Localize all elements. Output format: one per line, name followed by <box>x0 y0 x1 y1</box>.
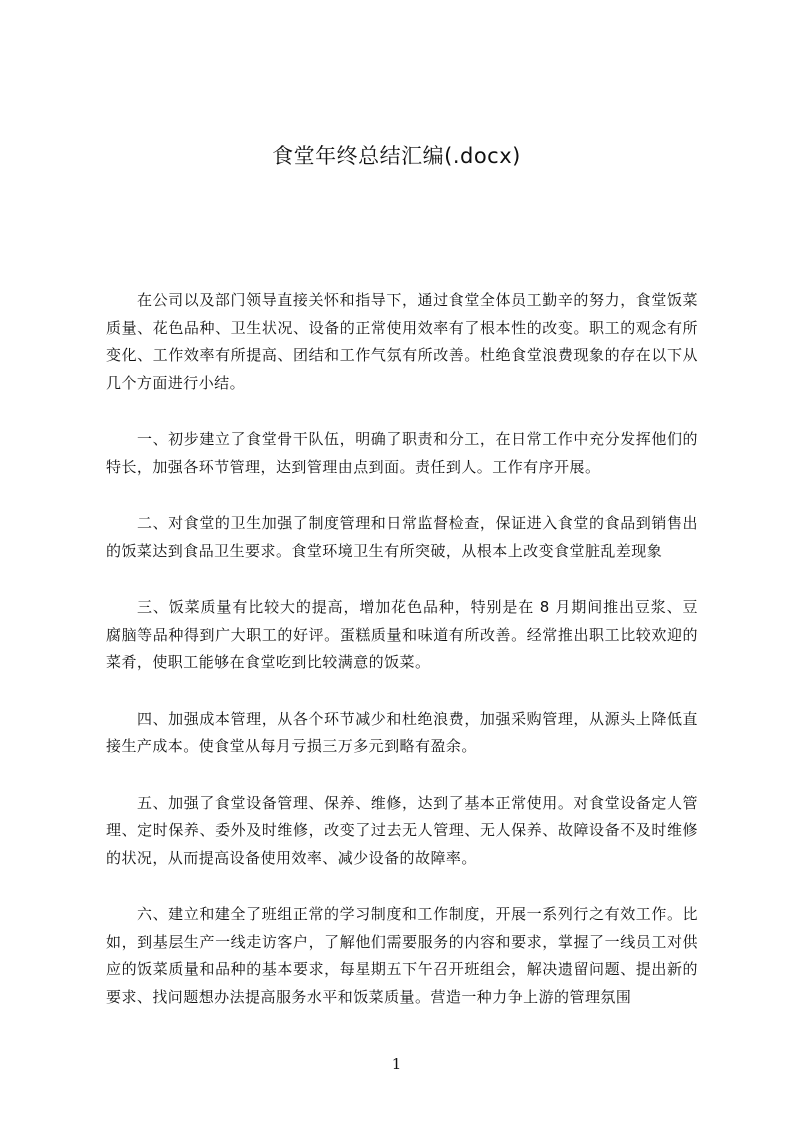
page-number: 1 <box>391 1055 402 1073</box>
paragraph-item-4: 四、加强成本管理，从各个环节减少和杜绝浪费，加强采购管理，从源头上降低直接生产成本。使食堂从每月亏损三万多元到略有盈余。 <box>106 709 698 755</box>
paragraph-item-6: 六、建立和建全了班组正常的学习制度和工作制度，开展一系列行之有效工作。比如，到基层生产一线走访客户，了解他们需要服务的内容和要求，掌握了一线员工对供应的饭菜质量和品种的基本要求，每星期五下午召开班组会，解决遗留问题、提出新的要求、找问题想办法提高服务水平和饭菜质量。营造一种力争上游的管理氛围 <box>106 905 698 1006</box>
paragraph-intro: 在公司以及部门领导直接关怀和指导下，通过食堂全体员工勤辛的努力，食堂饭菜质量、花色品种、卫生状况、设备的正常使用效率有了根本性的改变。职工的观念有所变化、工作效率有所提高、团结和工作气氛有所改善。杜绝食堂浪费现象的存在以下从几个方面进行小结。 <box>106 291 698 392</box>
document-body <box>106 287 698 1040</box>
paragraph-item-3: 三、饭菜质量有比较大的提高，增加花色品种，特别是在 8 月期间推出豆浆、豆腐脑等品种得到广大职工的好评。蛋糕质量和味道有所改善。经常推出职工比较欢迎的菜肴，使职工能够在食堂吃到比较满意的饭菜。 <box>106 598 698 671</box>
paragraph-item-2: 二、对食堂的卫生加强了制度管理和日常监督检查，保证进入食堂的食品到销售出的饭菜达到食品卫生要求。食堂环境卫生有所突破，从根本上改变食堂脏乱差现象 <box>106 514 698 560</box>
paragraph-item-1: 一、初步建立了食堂骨干队伍，明确了职责和分工，在日常工作中充分发挥他们的特长，加强各环节管理，达到管理由点到面。责任到人。工作有序开展。 <box>106 430 698 476</box>
paragraph-item-5: 五、加强了食堂设备管理、保养、维修，达到了基本正常使用。对食堂设备定人管理、定时保养、委外及时维修，改变了过去无人管理、无人保养、故障设备不及时维修的状况，从而提高设备使用效率、减少设备的故障率。 <box>106 793 698 867</box>
document-title: 食堂年终总结汇编(.docx) <box>272 144 521 168</box>
